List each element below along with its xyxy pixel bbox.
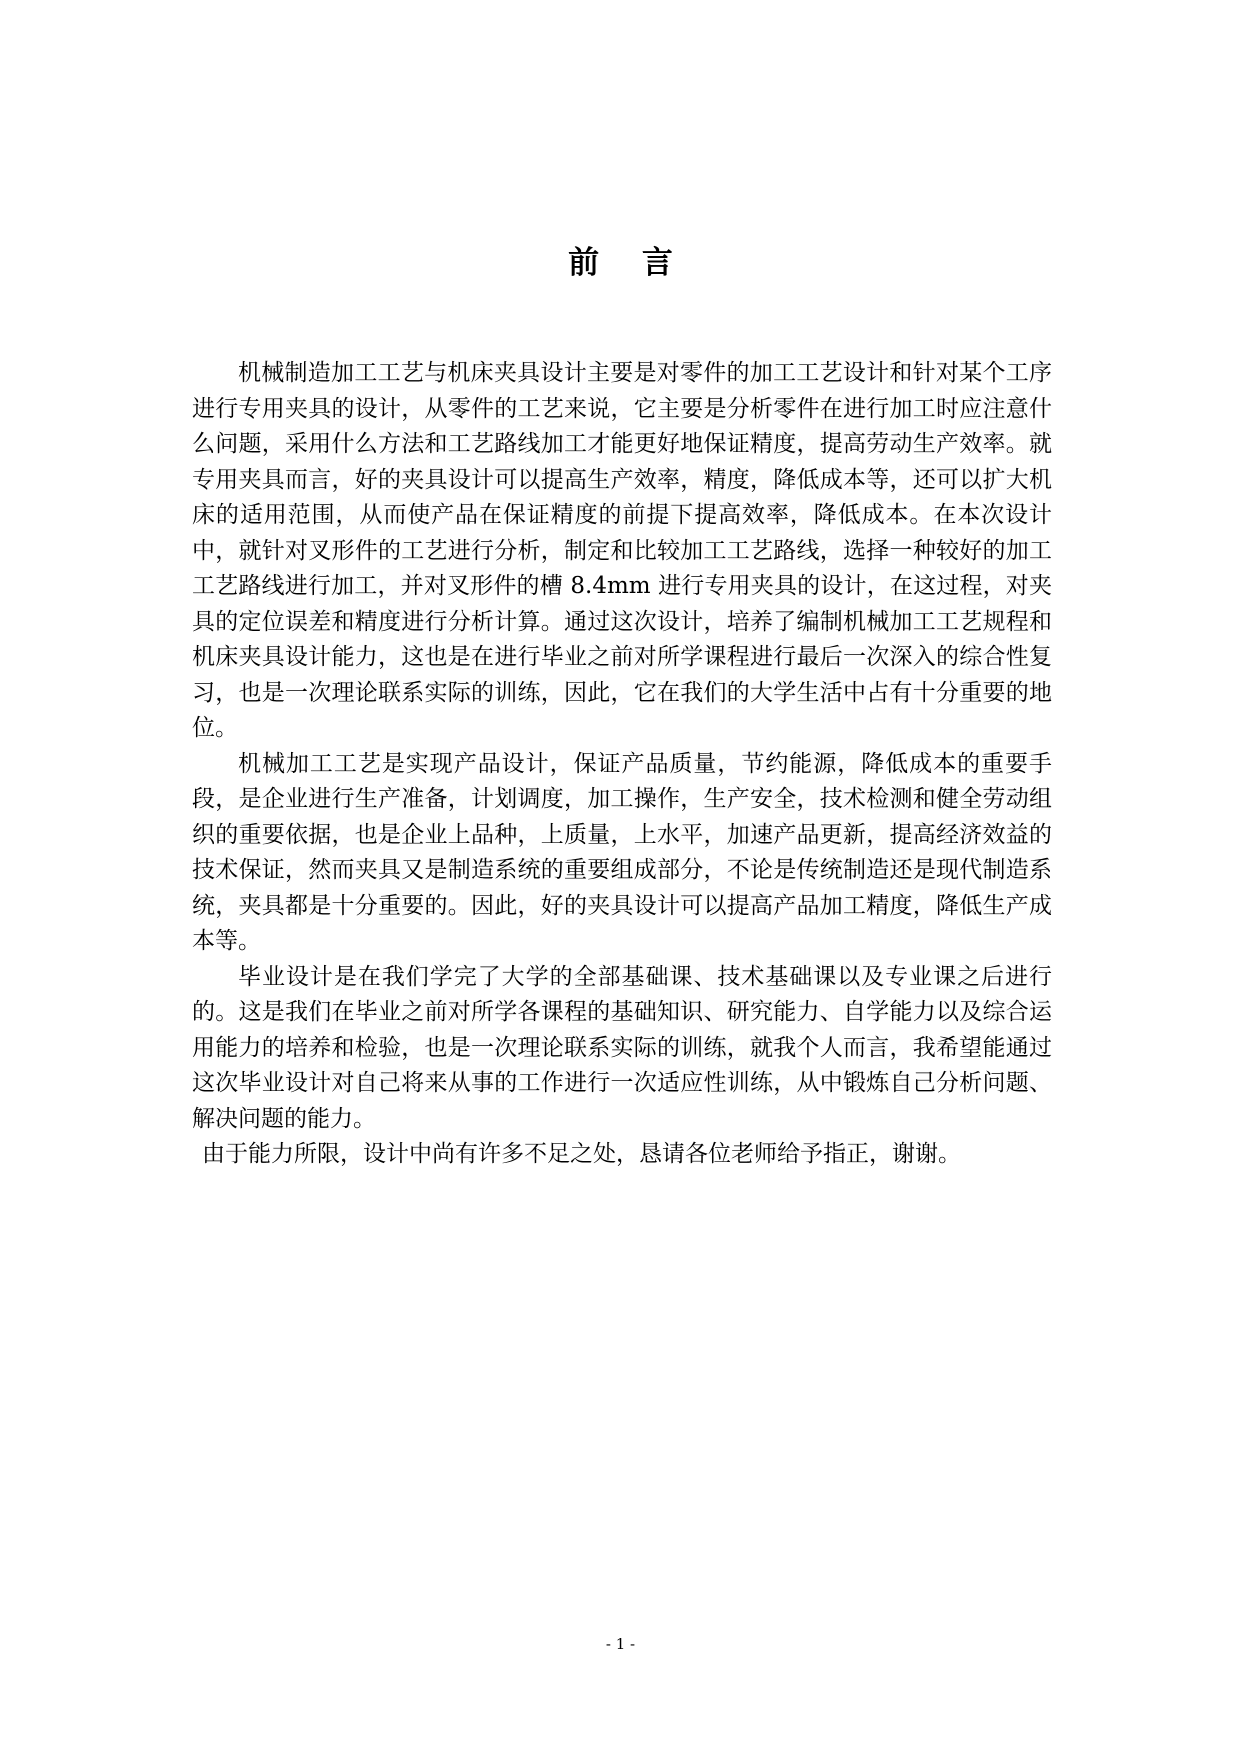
paragraph-1: 机械制造加工工艺与机床夹具设计主要是对零件的加工工艺设计和针对某个工序进行专用夹具的设计，从零件的工艺来说，它主要是分析零件在进行加工时应注意什么问题，采用什么方法和工艺路线加工才能更好地保证精度，提高劳动生产效率。就专用夹具而言，好的夹具设计可以提高生产效率，精度，降低成本等，还可以扩大机床的适用范围，从而使产品在保证精度的前提下提高效率，降低成本。在本次设计中，就针对叉形件的工艺进行分析，制定和比较加工工艺路线，选择一种较好的加工工艺路线进行加工，并对叉形件的槽 8.4mm 进行专用夹具的设计，在这过程，对夹具的定位误差和精度进行分析计算。通过这次设计，培养了编制机械加工工艺规程和机床夹具设计能力，这也是在进行毕业之前对所学课程进行最后一次深入的综合性复习，也是一次理论联系实际的训练，因此，它在我们的大学生活中占有十分重要的地位。 [192, 360, 1052, 741]
paragraph-2: 机械加工工艺是实现产品设计，保证产品质量，节约能源，降低成本的重要手段，是企业进行生产准备，计划调度，加工操作，生产安全，技术检测和健全劳动组织的重要依据，也是企业上品种，上质量，上水平，加速产品更新，提高经济效益的技术保证，然而夹具又是制造系统的重要组成部分，不论是传统制造还是现代制造系统，夹具都是十分重要的。因此，好的夹具设计可以提高产品加工精度，降低生产成本等。 [192, 750, 1052, 954]
page-number: - 1 - [605, 1635, 636, 1653]
paragraph-3: 毕业设计是在我们学完了大学的全部基础课、技术基础课以及专业课之后进行的。这是我们在毕业之前对所学各课程的基础知识、研究能力、自学能力以及综合运用能力的培养和检验，也是一次理论联系实际的训练，就我个人而言，我希望能通过这次毕业设计对自己将来从事的工作进行一次适应性训练，从中锻炼自己分析问题、解决问题的能力。 [192, 963, 1052, 1132]
body-text [192, 356, 1052, 1173]
paragraph-4: 由于能力所限，设计中尚有许多不足之处，恳请各位老师给予指正，谢谢。 [202, 1141, 961, 1167]
page-title: 前 言 [568, 245, 689, 281]
